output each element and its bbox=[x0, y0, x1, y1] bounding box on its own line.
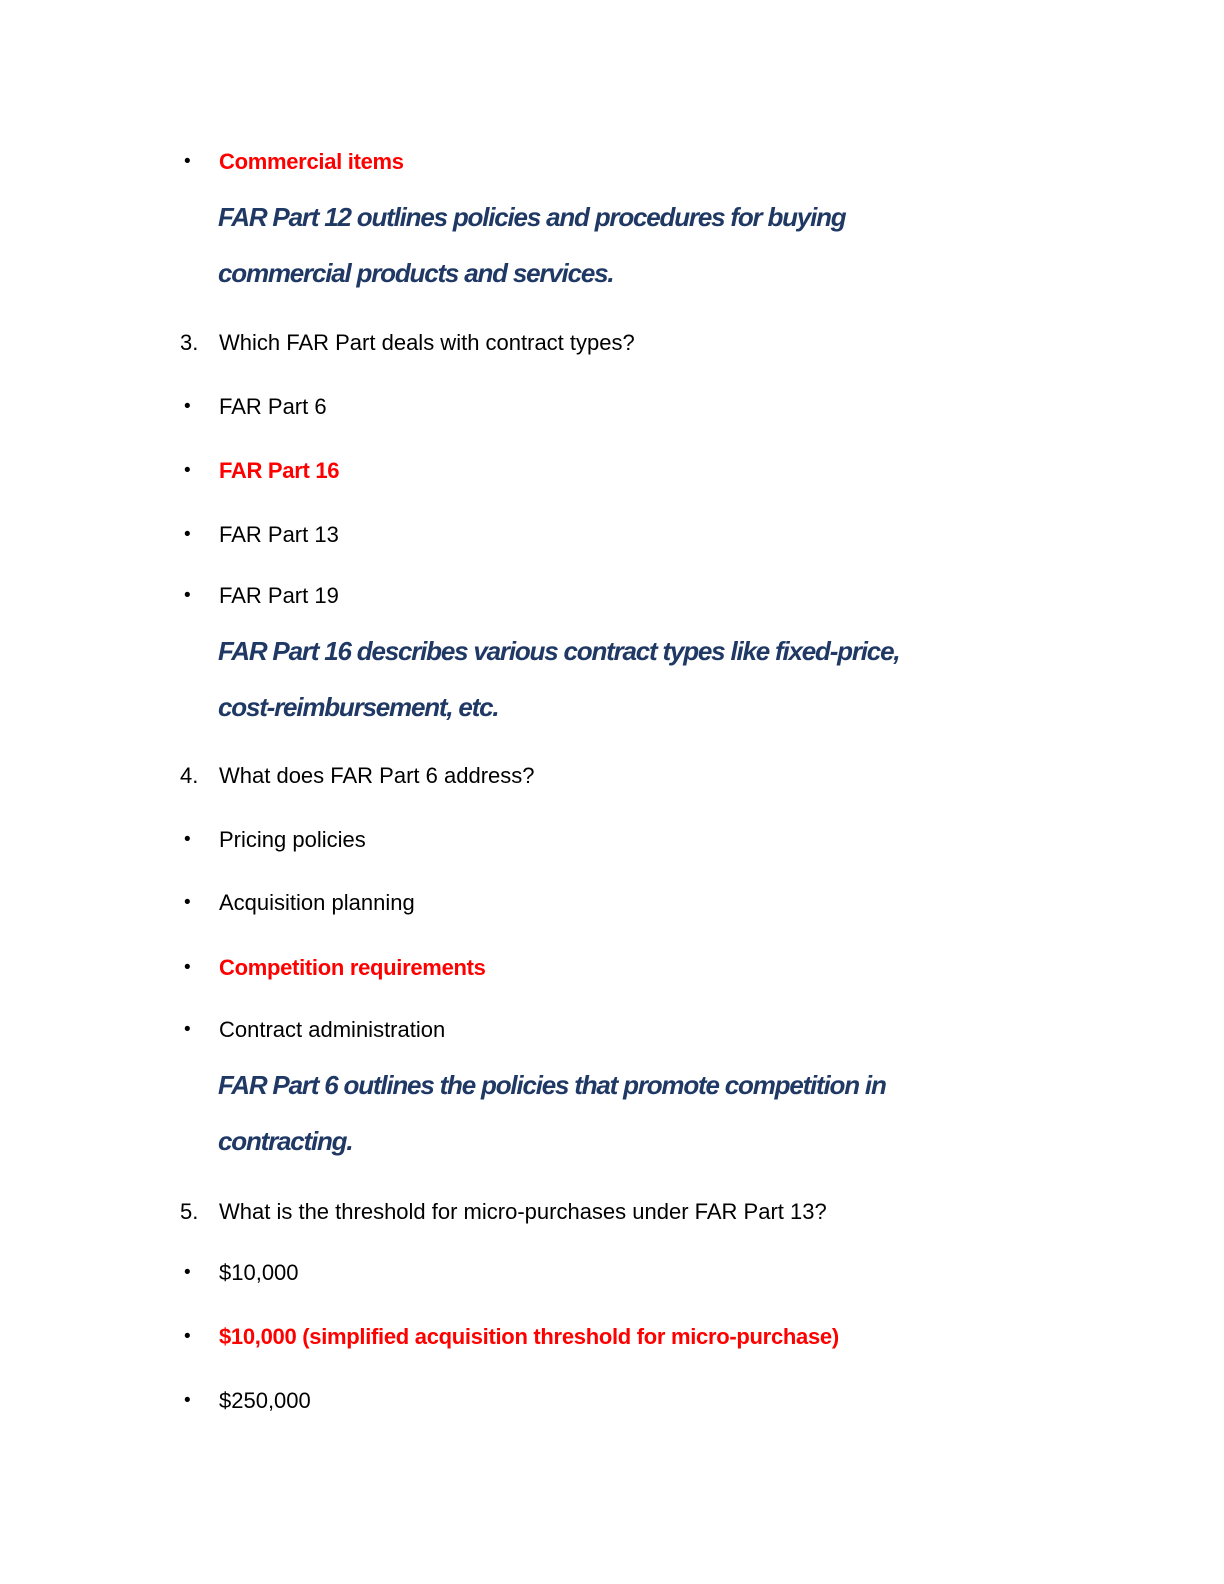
question-number: 5. bbox=[180, 1199, 199, 1224]
bullet-icon: • bbox=[184, 460, 191, 481]
list-item-answer bbox=[0, 1322, 1224, 1352]
question-text: Which FAR Part deals with contract types? bbox=[219, 330, 635, 355]
question-number: 3. bbox=[180, 330, 199, 355]
option-text: Acquisition planning bbox=[219, 890, 415, 915]
list-item bbox=[0, 1015, 1224, 1045]
question-item bbox=[0, 1197, 1224, 1227]
list-item bbox=[0, 392, 1224, 422]
explanation-line: commercial products and services. bbox=[218, 258, 614, 288]
list-item-answer bbox=[0, 953, 1224, 983]
bullet-icon: • bbox=[184, 1019, 191, 1040]
bullet-icon: • bbox=[184, 1390, 191, 1411]
answer-option-text: Commercial items bbox=[219, 149, 404, 174]
explanation-line: contracting. bbox=[218, 1126, 353, 1156]
option-text: $10,000 bbox=[219, 1260, 299, 1285]
list-item bbox=[0, 520, 1224, 550]
answer-option-text: $10,000 (simplified acquisition threshold for micro-purchase) bbox=[219, 1324, 839, 1349]
list-item-answer bbox=[0, 147, 1224, 177]
list-item bbox=[0, 1386, 1224, 1416]
question-item bbox=[0, 761, 1224, 791]
option-text: FAR Part 13 bbox=[219, 522, 339, 547]
option-text: FAR Part 19 bbox=[219, 583, 339, 608]
option-text: FAR Part 6 bbox=[219, 394, 327, 419]
bullet-icon: • bbox=[184, 1262, 191, 1283]
question-text: What is the threshold for micro-purchases under FAR Part 13? bbox=[219, 1199, 827, 1224]
question-item bbox=[0, 328, 1224, 358]
explanation-line: FAR Part 16 describes various contract types like fixed-price, bbox=[218, 636, 900, 666]
list-item bbox=[0, 888, 1224, 918]
explanation-block bbox=[218, 1057, 886, 1169]
question-text: What does FAR Part 6 address? bbox=[219, 763, 535, 788]
bullet-icon: • bbox=[184, 585, 191, 606]
bullet-icon: • bbox=[184, 829, 191, 850]
bullet-icon: • bbox=[184, 957, 191, 978]
option-text: $250,000 bbox=[219, 1388, 311, 1413]
bullet-icon: • bbox=[184, 892, 191, 913]
explanation-block bbox=[218, 189, 845, 301]
explanation-block bbox=[218, 623, 899, 735]
explanation-line: cost-reimbursement, etc. bbox=[218, 692, 499, 722]
list-item bbox=[0, 581, 1224, 611]
bullet-icon: • bbox=[184, 524, 191, 545]
bullet-icon: • bbox=[184, 151, 191, 172]
answer-option-text: FAR Part 16 bbox=[219, 458, 340, 483]
answer-option-text: Competition requirements bbox=[219, 955, 486, 980]
list-item bbox=[0, 1258, 1224, 1288]
list-item bbox=[0, 825, 1224, 855]
explanation-line: FAR Part 6 outlines the policies that promote competition in bbox=[218, 1070, 886, 1100]
bullet-icon: • bbox=[184, 396, 191, 417]
option-text: Pricing policies bbox=[219, 827, 366, 852]
explanation-line: FAR Part 12 outlines policies and procedures for buying bbox=[218, 202, 846, 232]
question-number: 4. bbox=[180, 763, 199, 788]
list-item-answer bbox=[0, 456, 1224, 486]
bullet-icon: • bbox=[184, 1326, 191, 1347]
option-text: Contract administration bbox=[219, 1017, 446, 1042]
